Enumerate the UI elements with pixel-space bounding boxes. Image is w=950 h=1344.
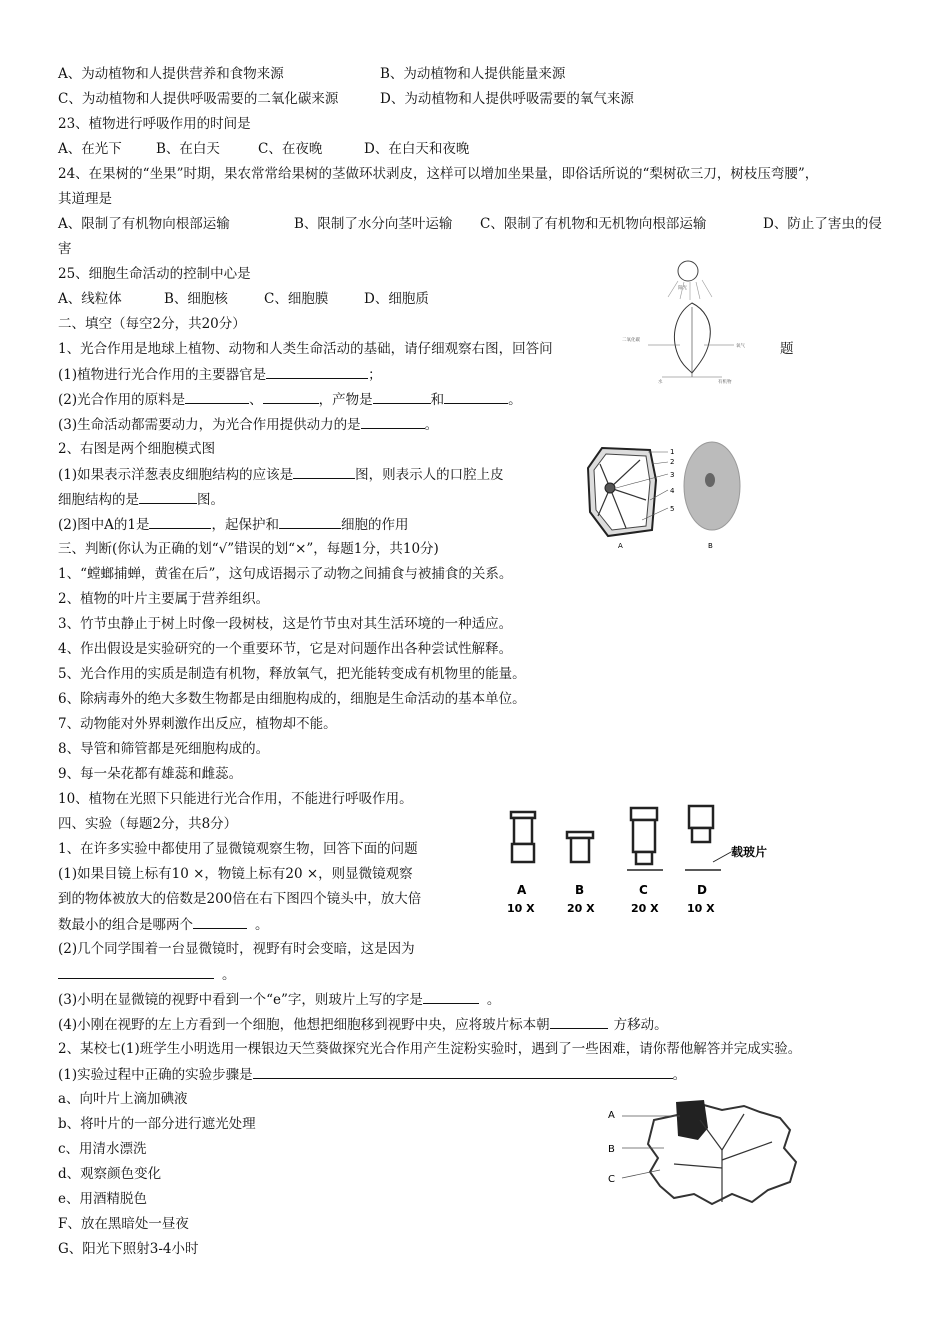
sunlight-label: 阳光	[678, 286, 687, 291]
punct: 。	[255, 917, 269, 933]
judge-7: 7、动物能对外界刺激作出反应，植物却不能。	[58, 716, 337, 732]
nucleus-b	[705, 473, 715, 487]
step-a: a、向叶片上滴加碘液	[58, 1091, 188, 1107]
answer-blank[interactable]	[253, 1064, 673, 1079]
step-d: d、观察颜色变化	[58, 1166, 162, 1182]
sun-icon	[678, 261, 698, 281]
fill-1-1	[58, 364, 382, 385]
option-d: D、防止了害虫的侵	[763, 216, 882, 232]
fill-1-2-text: (2)光合作用的原料是	[58, 392, 186, 408]
fill-2-2	[58, 514, 408, 535]
question-25-options	[58, 289, 429, 309]
lens-b-label: B	[575, 883, 585, 897]
judge-4: 4、作出假设是实验研究的一个重要环节，它是对问题作出各种尝试性解释。	[58, 641, 513, 657]
fill-2-1-text: 图，则表示人的口腔上皮	[355, 467, 504, 483]
option-c: C、为动植物和人提供呼吸需要的二氧化碳来源	[58, 91, 339, 107]
label-B: B	[708, 542, 713, 550]
nucleus-a	[605, 483, 615, 493]
label-5: 5	[670, 505, 675, 513]
question-24: 24、在果树的“坐果”时期，果农常常给果树的茎做环状剥皮，这样可以增加坐果量，即俗话所说的“梨树砍三刀，树枝压弯腰”，	[58, 166, 819, 182]
fill-2: 2、右图是两个细胞模式图	[58, 441, 216, 457]
answer-blank[interactable]	[423, 989, 479, 1004]
exp-1-1-cont: 到的物体被放大的倍数是200倍在右下图四个镜头中，放大倍	[58, 891, 422, 907]
option-b: B、为动植物和人提供能量来源	[380, 66, 566, 82]
label-A: A	[618, 542, 623, 550]
lens-a-label: A	[517, 883, 527, 897]
fill-2-1-cont	[58, 489, 224, 510]
step-f: F、放在黑暗处一昼夜	[58, 1216, 189, 1232]
label-C: C	[608, 1174, 615, 1185]
covered-area	[676, 1100, 708, 1140]
lens-c-label: C	[639, 883, 648, 897]
option-c: C、在夜晚	[258, 141, 323, 157]
lens-c-mag: 20 X	[631, 902, 659, 915]
judge-1: 1、“螳螂捕蝉，黄雀在后”，这句成语揭示了动物之间捕食与被捕食的关系。	[58, 566, 513, 582]
answer-blank[interactable]	[361, 414, 425, 429]
step-e: e、用酒精脱色	[58, 1191, 147, 1207]
judge-3: 3、竹节虫静止于树上时像一段树枝，这是竹节虫对其生活环境的一种适应。	[58, 616, 513, 632]
label-4: 4	[670, 487, 675, 495]
judge-6: 6、除病毒外的绝大多数生物都是由细胞构成的，细胞是生命活动的基本单位。	[58, 691, 526, 707]
fill-1-2-text: ，产物是	[318, 392, 373, 408]
section-2-title: 二、填空（每空2分，共20分）	[58, 316, 246, 332]
judge-5: 5、光合作用的实质是制造有机物，释放氧气，把光能转变成有机物里的能量。	[58, 666, 526, 682]
exp-2: 2、某校七(1)班学生小明选用一棵银边天竺葵做探究光合作用产生淀粉实验时，遇到了一些困难，请你帮他解答并完成实验。	[58, 1041, 802, 1057]
section-4-title: 四、实验（每题2分，共8分）	[58, 816, 238, 832]
option-c: C、限制了有机物和无机物向根部运输	[480, 216, 707, 232]
punct: 。	[424, 417, 439, 433]
punct: 。	[672, 1067, 687, 1083]
answer-blank[interactable]	[193, 914, 247, 929]
exp-2-1-text: (1)实验过程中正确的实验步骤是	[58, 1067, 253, 1083]
leaf-figure	[604, 1090, 824, 1212]
option-line	[58, 64, 566, 84]
answer-blank[interactable]	[139, 489, 197, 504]
exp-1-4-text: 方移动。	[613, 1017, 668, 1033]
exp-1-1-text: 数最小的组合是哪两个	[58, 917, 193, 933]
fill-2-2-text: 细胞的作用	[340, 517, 409, 533]
judge-9: 9、每一朵花都有雄蕊和雌蕊。	[58, 766, 243, 782]
step-c: c、用清水漂洗	[58, 1141, 147, 1157]
judge-2: 2、植物的叶片主要属于营养组织。	[58, 591, 270, 607]
fill-1-3-text: (3)生命活动都需要动力，为光合作用提供动力的是	[58, 417, 361, 433]
option-d: D、在白天和夜晚	[364, 141, 470, 157]
label-A: A	[608, 1110, 615, 1121]
option-a: A、为动植物和人提供营养和食物来源	[58, 66, 284, 82]
fill-2-2-text: (2)图中A的1是	[58, 517, 150, 533]
fill-1-end: 题	[780, 341, 794, 357]
exp-1-1: (1)如果目镜上标有10 ×，物镜上标有20 ×，则显微镜观察	[58, 866, 413, 882]
question-24-options	[58, 214, 882, 234]
lens-d	[689, 806, 713, 842]
fill-1-2	[58, 389, 522, 410]
punct: 。	[222, 967, 236, 983]
exp-2-1	[58, 1064, 686, 1085]
answer-blank[interactable]	[293, 464, 355, 479]
option-d: D、为动植物和人提供呼吸需要的氧气来源	[380, 91, 634, 107]
o2-label: 氧气	[736, 344, 745, 349]
co2-label: 二氧化碳	[622, 338, 640, 343]
lens-d-label: D	[697, 883, 707, 897]
question-23-options	[58, 139, 470, 159]
answer-blank[interactable]	[185, 389, 249, 404]
question-25: 25、细胞生命活动的控制中心是	[58, 266, 251, 282]
fill-2-1	[58, 464, 504, 485]
fill-2-1-text: 细胞结构的是	[58, 492, 139, 508]
label-2: 2	[670, 458, 675, 466]
exp-1-2-cont	[58, 964, 236, 985]
answer-blank[interactable]	[444, 389, 508, 404]
fill-1-2-text: 和	[430, 392, 445, 408]
exp-1-1-cont2	[58, 914, 269, 935]
exp-1-3	[58, 989, 500, 1010]
option-c: C、细胞膜	[264, 291, 329, 307]
sun-rays	[668, 280, 712, 300]
lens-figure	[495, 800, 795, 918]
answer-blank[interactable]	[266, 364, 368, 379]
lens-b	[567, 832, 593, 862]
label-B: B	[608, 1144, 615, 1155]
lens-a	[511, 812, 535, 862]
slide-label: 载玻片	[731, 845, 768, 859]
question-23: 23、植物进行呼吸作用的时间是	[58, 116, 251, 132]
option-b: B、限制了水分向茎叶运输	[294, 216, 453, 232]
answer-blank[interactable]	[58, 964, 214, 979]
answer-blank[interactable]	[279, 514, 341, 529]
option-line	[58, 89, 634, 109]
option-b: B、在白天	[156, 141, 220, 157]
fill-1-1-text: (1)植物进行光合作用的主要器官是	[58, 367, 267, 383]
punct: 。	[486, 992, 501, 1008]
exp-1-3-text: (3)小明在显微镜的视野中看到一个“e”字，则玻片上写的字是	[58, 992, 423, 1008]
slide-pointer	[713, 852, 731, 862]
photosynthesis-figure	[618, 255, 768, 385]
label-1: 1	[670, 448, 675, 456]
question-24-cont: 其道理是	[58, 191, 112, 207]
exp-1-2: (2)几个同学围着一台显微镜时，视野有时会变暗，这是因为	[58, 941, 415, 957]
punct: 。	[508, 392, 522, 408]
punct: ；	[368, 367, 382, 383]
option-a: A、在光下	[58, 141, 122, 157]
fill-2-1-text: 图。	[197, 492, 224, 508]
fill-1-text: 1、光合作用是地球上植物、动物和人类生命活动的基础，请仔细观察右图，回答问	[58, 341, 553, 357]
fill-2-2-text: ，起保护和	[211, 517, 279, 533]
step-b: b、将叶片的一部分进行遮光处理	[58, 1116, 256, 1132]
punct: 、	[249, 392, 263, 408]
organic-label: 有机物	[718, 380, 732, 385]
answer-blank[interactable]	[550, 1014, 608, 1029]
fill-1-3	[58, 414, 438, 435]
leaf-shape	[674, 303, 710, 373]
label-3: 3	[670, 471, 675, 479]
exp-1: 1、在许多实验中都使用了显微镜观察生物，回答下面的问题	[58, 841, 418, 857]
step-g: G、阳光下照射3-4小时	[58, 1241, 199, 1257]
option-a: A、限制了有机物向根部运输	[58, 216, 230, 232]
option-d: D、细胞质	[364, 291, 429, 307]
answer-blank[interactable]	[263, 389, 319, 404]
water-label: 水	[658, 380, 663, 385]
lens-b-mag: 20 X	[567, 902, 595, 915]
fill-2-1-text: (1)如果表示洋葱表皮细胞结构的应该是	[58, 467, 294, 483]
lens-c	[631, 808, 657, 864]
option-b: B、细胞核	[164, 291, 228, 307]
judge-10: 10、植物在光照下只能进行光合作用，不能进行呼吸作用。	[58, 791, 413, 807]
exp-1-4-text: (4)小刚在视野的左上方看到一个细胞，他想把细胞移到视野中央，应将玻片标本朝	[58, 1017, 550, 1033]
lens-a-mag: 10 X	[507, 902, 535, 915]
answer-blank[interactable]	[373, 389, 431, 404]
option-a: A、线粒体	[58, 291, 122, 307]
exp-1-4	[58, 1014, 668, 1035]
option-d-cont: 害	[58, 241, 72, 257]
cell-figure	[580, 440, 750, 552]
answer-blank[interactable]	[149, 514, 211, 529]
judge-8: 8、导管和筛管都是死细胞构成的。	[58, 741, 270, 757]
lens-d-mag: 10 X	[687, 902, 715, 915]
section-3-title: 三、判断(你认为正确的划“√”错误的划“×”，每题1分，共10分)	[58, 541, 439, 557]
